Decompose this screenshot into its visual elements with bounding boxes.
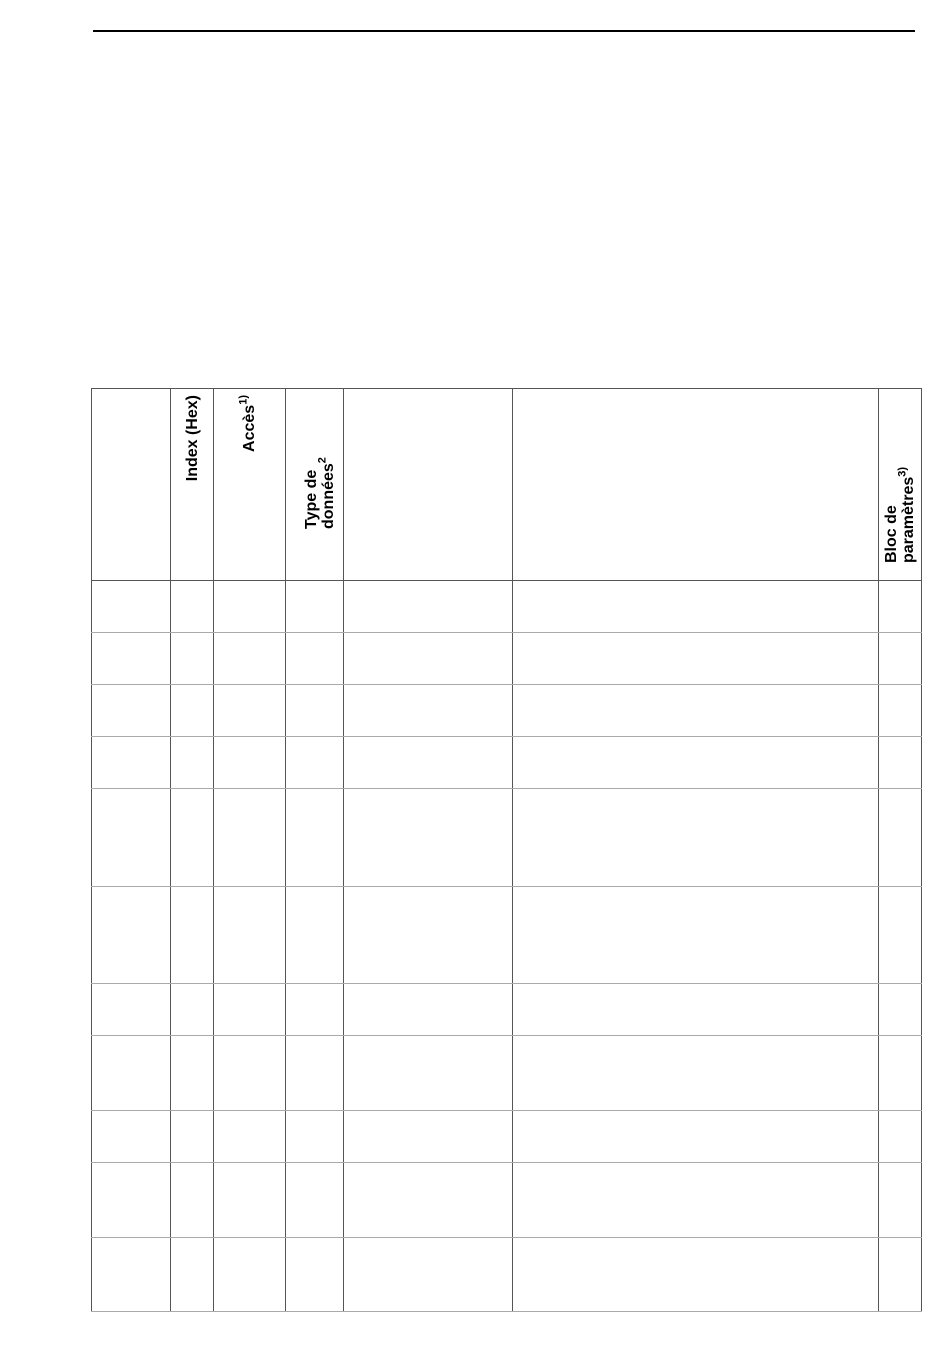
- table-cell: [171, 685, 214, 737]
- table-cell: [214, 887, 286, 984]
- table-row: [92, 633, 922, 685]
- table-cell: [513, 581, 879, 633]
- table-cell: [171, 1163, 214, 1238]
- table-cell: [214, 1163, 286, 1238]
- table-cell: [286, 685, 344, 737]
- header-block-footnote: 3): [896, 466, 909, 477]
- header-access: [214, 389, 286, 581]
- table-header: [92, 389, 922, 581]
- table-cell: [344, 1111, 513, 1163]
- table-cell: [286, 737, 344, 789]
- table-cell: [171, 1111, 214, 1163]
- header-index-label: Index (Hex): [183, 395, 201, 482]
- table-cell: [286, 1238, 344, 1312]
- table-cell: [344, 633, 513, 685]
- table-cell: [92, 685, 171, 737]
- table-cell: [879, 789, 922, 887]
- table-row: [92, 1036, 922, 1111]
- header-access-footnote: 1): [237, 395, 250, 405]
- table-cell: [214, 789, 286, 887]
- top-rule: [93, 30, 915, 32]
- table-cell: [344, 581, 513, 633]
- table-cell: [171, 581, 214, 633]
- table-row: [92, 1238, 922, 1312]
- table-cell: [92, 581, 171, 633]
- table-cell: [286, 1036, 344, 1111]
- table-cell: [513, 1111, 879, 1163]
- table-cell: [286, 984, 344, 1036]
- table-cell: [344, 789, 513, 887]
- header-access-text: Accès: [241, 404, 258, 452]
- table-cell: [214, 984, 286, 1036]
- table-cell: [286, 581, 344, 633]
- table-cell: [879, 1036, 922, 1111]
- table-body: [92, 581, 922, 1312]
- header-block: [879, 389, 922, 581]
- table-cell: [513, 887, 879, 984]
- table-cell: [92, 1163, 171, 1238]
- table-cell: [879, 984, 922, 1036]
- table-cell: [171, 633, 214, 685]
- header-block-text: Bloc de paramètres: [883, 476, 917, 563]
- table-cell: [879, 581, 922, 633]
- table-row: [92, 1163, 922, 1238]
- header-value: [344, 389, 513, 581]
- table-cell: [513, 685, 879, 737]
- header-datatype: [286, 389, 344, 581]
- table-cell: [286, 887, 344, 984]
- table-cell: [513, 737, 879, 789]
- header-name: [92, 389, 171, 581]
- table-cell: [286, 1111, 344, 1163]
- table-cell: [286, 789, 344, 887]
- table-cell: [879, 633, 922, 685]
- table-cell: [214, 1111, 286, 1163]
- table-cell: [513, 1238, 879, 1312]
- table-cell: [214, 1036, 286, 1111]
- header-row: [92, 389, 922, 581]
- table-cell: [171, 1036, 214, 1111]
- header-index: [171, 389, 214, 581]
- table-row: [92, 789, 922, 887]
- table-cell: [92, 737, 171, 789]
- table-cell: [92, 984, 171, 1036]
- table-cell: [344, 737, 513, 789]
- table-row: [92, 984, 922, 1036]
- table-cell: [513, 984, 879, 1036]
- header-block-label: [883, 423, 917, 563]
- table-cell: [286, 1163, 344, 1238]
- table-cell: [171, 737, 214, 789]
- table-cell: [171, 789, 214, 887]
- table-row: [92, 1111, 922, 1163]
- table-cell: [879, 1238, 922, 1312]
- table-row: [92, 737, 922, 789]
- table-cell: [879, 737, 922, 789]
- header-description: [513, 389, 879, 581]
- table-cell: [92, 789, 171, 887]
- table-row: [92, 685, 922, 737]
- table-cell: [344, 1238, 513, 1312]
- table-cell: [344, 984, 513, 1036]
- table-cell: [214, 685, 286, 737]
- table-cell: [171, 984, 214, 1036]
- table-cell: [513, 633, 879, 685]
- header-datatype-text: Type de données: [302, 463, 337, 529]
- table-cell: [214, 581, 286, 633]
- table-cell: [92, 1111, 171, 1163]
- table-row: [92, 581, 922, 633]
- table-cell: [879, 1163, 922, 1238]
- table-cell: [171, 1238, 214, 1312]
- header-datatype-footnote: 2: [316, 457, 329, 464]
- table-cell: [214, 1238, 286, 1312]
- table-cell: [344, 1036, 513, 1111]
- table-cell: [879, 887, 922, 984]
- table-cell: [92, 1238, 171, 1312]
- header-access-label: [237, 395, 258, 452]
- parameter-table: [91, 388, 922, 1312]
- table-cell: [344, 1163, 513, 1238]
- table-cell: [513, 1036, 879, 1111]
- table-cell: [513, 1163, 879, 1238]
- table-cell: [171, 887, 214, 984]
- table-cell: [344, 685, 513, 737]
- table-cell: [214, 737, 286, 789]
- table-cell: [344, 887, 513, 984]
- table-row: [92, 887, 922, 984]
- table-cell: [92, 887, 171, 984]
- table-cell: [513, 789, 879, 887]
- table-cell: [92, 1036, 171, 1111]
- table-cell: [286, 633, 344, 685]
- header-datatype-label: [303, 409, 337, 529]
- table-cell: [92, 633, 171, 685]
- table-cell: [879, 685, 922, 737]
- table-cell: [214, 633, 286, 685]
- table-cell: [879, 1111, 922, 1163]
